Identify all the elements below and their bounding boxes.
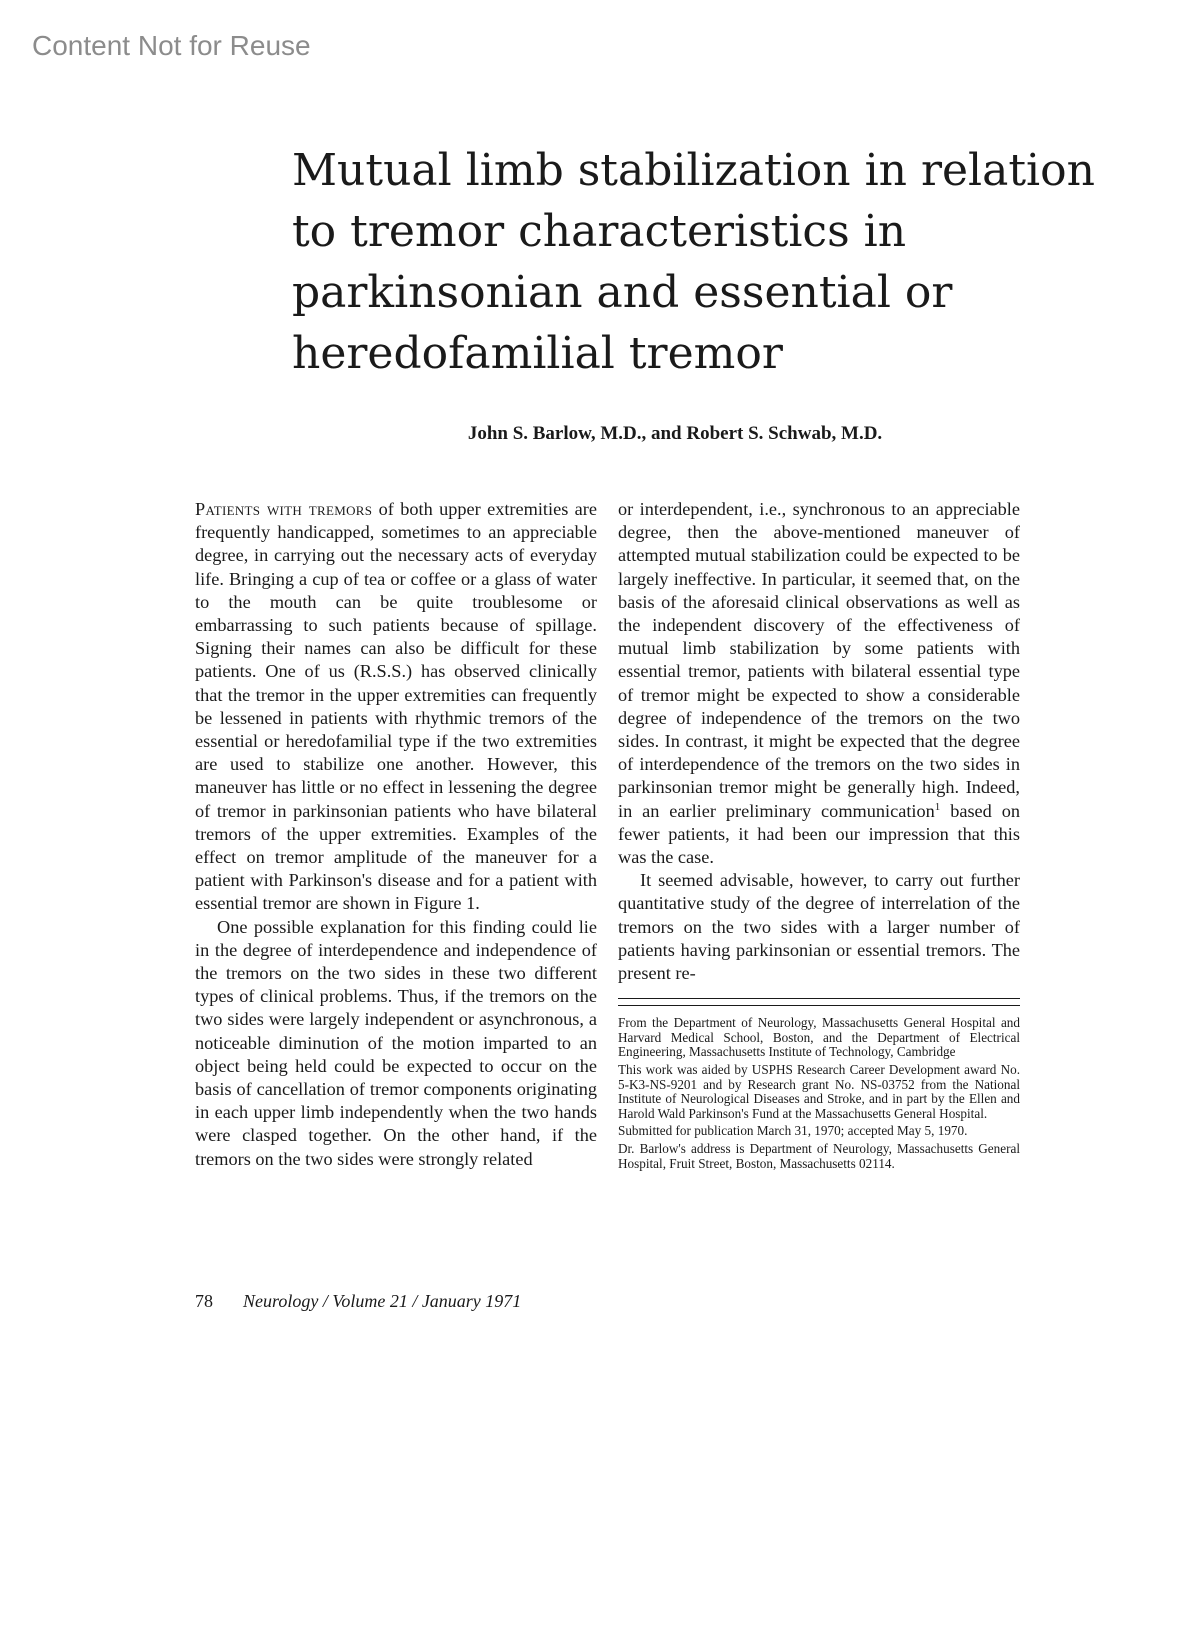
watermark: Content Not for Reuse bbox=[32, 30, 311, 61]
body-paragraph: One possible explanation for this finding could lie in the degree of interdependence and independence of the tremors on the two sides in these two different types of clinical problems. Thus, if the tremors on the two sides were largely independent or asynchronous, a noticeable diminution of the motion imparted to an object being held could be expected to occur on the basis of cancellation of tremor components originating in each upper limb independently when the two hands were clasped together. On the other hand, if the tremors on the two sides were strongly related bbox=[195, 916, 597, 1169]
title-line: parkinsonian and essential or bbox=[292, 267, 953, 318]
paragraph-text: or interdependent, i.e., synchronous to an appreciable degree, then the above-mentioned maneuver of attempted mutual stabilization could be expected to be largely ineffective. In particular, it seemed that, on the basis of the aforesaid clinical observations as well as the independent discovery of the effectiveness of mutual limb stabilization by some patients with essential tremor, patients with bilateral essential type of tremor might be expected to show a considerable degree of independence of the tremors on the two sides. In contrast, it might be expected that the degree of interdependence of the tremors on the two sides in parkinsonian tremor might be generally high. Indeed, in an earlier preliminary communication bbox=[618, 499, 1020, 821]
title-line: Mutual limb stabilization in relation bbox=[292, 145, 1095, 196]
footnote: Submitted for publication March 31, 1970; accepted May 5, 1970. bbox=[618, 1123, 968, 1139]
footnote-divider bbox=[618, 998, 1020, 999]
author-line: John S. Barlow, M.D., and Robert S. Schwab, M.D. bbox=[467, 423, 883, 444]
title-line: to tremor characteristics in bbox=[292, 206, 907, 257]
body-paragraph bbox=[618, 498, 1020, 869]
reference-superscript: 1 bbox=[934, 800, 941, 813]
title-line: heredofamilial tremor bbox=[292, 328, 783, 379]
body-paragraph bbox=[195, 498, 597, 916]
footnote: From the Department of Neurology, Massachusetts General Hospital and Harvard Medical School, Boston, and the Department of Electrical Engineering, Massachusetts Institute of Technology, Cambridge bbox=[618, 1015, 1020, 1060]
footnotes bbox=[618, 1016, 1020, 1171]
page-number: 78 bbox=[195, 1291, 213, 1311]
footnote: Dr. Barlow's address is Department of Neurology, Massachusetts General Hospital, Fruit Street, Boston, Massachusetts 02114. bbox=[618, 1141, 1020, 1171]
paragraph-text: based on fewer patients, it had been our impression that this was the case. bbox=[618, 800, 1020, 868]
article-title bbox=[292, 140, 1095, 384]
journal-citation: Neurology / Volume 21 / January 1971 bbox=[243, 1291, 522, 1311]
footnote: This work was aided by USPHS Research Career Development award No. 5-K3-NS-9201 and by Research grant No. NS-03752 from the National Institute of Neurological Diseases and Stroke, and in part by the Ellen and Harold Wald Parkinson's Fund at the Massachusetts General Hospital. bbox=[618, 1062, 1020, 1121]
paragraph-text: of both upper extremities are frequently handicapped, sometimes to an appreciable degree, in carrying out the necessary acts of everyday life. Bringing a cup of tea or coffee or a glass of water to the mouth can be quite troublesome or embarrassing to such patients because of spillage. Signing their names can also be difficult for these patients. One of us (R.S.S.) has observed clinically that the tremor in the upper extremities can frequently be lessened in patients with rhythmic tremors of the essential or heredofamilial type if the two extremities are used to stabilize one another. However, this maneuver has little or no effect in lessening the degree of tremor in parkinsonian patients who have bilateral tremors of the upper extremities. Examples of the effect on tremor amplitude of the maneuver for a patient with Parkinson's disease and for a patient with essential tremor are shown in Figure 1. bbox=[195, 499, 598, 914]
page-footer bbox=[195, 1291, 521, 1312]
right-column bbox=[618, 498, 1020, 1174]
footnote-divider bbox=[618, 1005, 1020, 1006]
lead-in-smallcaps: Patients with tremors bbox=[195, 499, 373, 519]
body-paragraph: It seemed advisable, however, to carry out further quantitative study of the degree of interrelation of the tremors on the two sides with a larger number of patients having parkinsonian or essential tremors. The present re- bbox=[618, 870, 1020, 984]
left-column bbox=[195, 498, 597, 1171]
